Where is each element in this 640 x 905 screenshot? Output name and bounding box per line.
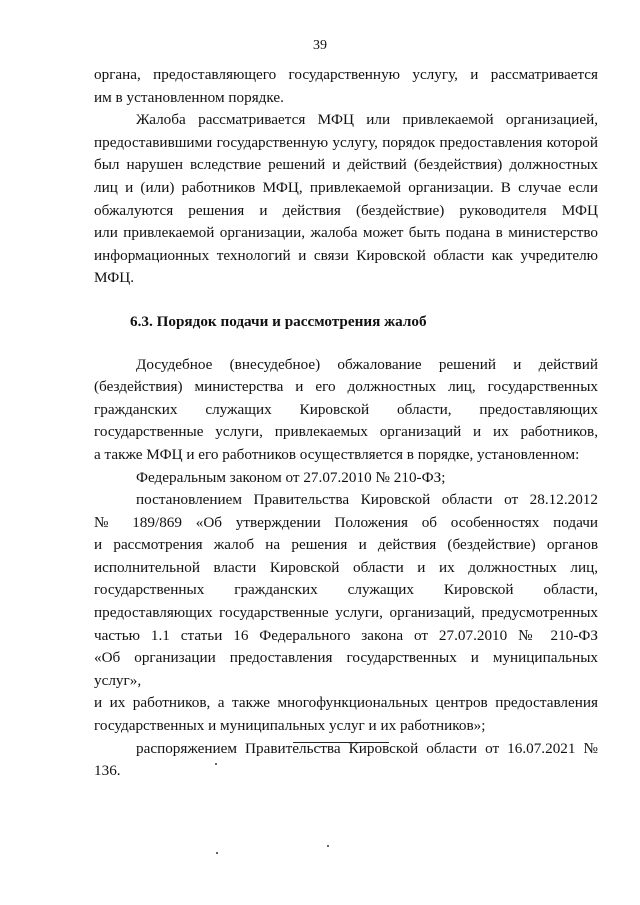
- scan-speck: [327, 845, 329, 847]
- paragraph-line: лиц и (или) работников МФЦ, привлекаемой организации. В случае если: [94, 178, 598, 196]
- paragraph-line: предоставившими государственную услугу, порядок предоставления которой: [94, 133, 598, 151]
- end-rule: [293, 742, 389, 743]
- paragraph-line: им в установленном порядке.: [94, 88, 284, 106]
- paragraph-line: обжалуются решения и действия (бездействие) руководителя МФЦ: [94, 201, 598, 219]
- page-number: 39: [313, 38, 327, 53]
- paragraph-line: информационных технологий и связи Кировской области как учредителю: [94, 246, 598, 264]
- paragraph-line: органа, предоставляющего государственную услугу, и рассматривается: [94, 66, 598, 83]
- paragraph-line: государственных и муниципальных услуг и их работников»;: [94, 717, 486, 735]
- paragraph-line: а также МФЦ и его работников осуществляется в порядке, установленном:: [94, 445, 580, 463]
- paragraph-line: и рассмотрения жалоб на решения и действия (бездействие) органов: [94, 536, 598, 554]
- paragraph-line: МФЦ.: [94, 269, 135, 287]
- paragraph-line: Жалоба рассматривается МФЦ или привлекаемой организацией,: [136, 111, 598, 129]
- paragraph-line: распоряжением Правительства Кировской области от 16.07.2021 № 136.: [94, 739, 598, 780]
- paragraph-line: гражданских служащих Кировской области, предоставляющих: [94, 400, 598, 418]
- section-heading: 6.3. Порядок подачи и рассмотрения жалоб: [130, 312, 427, 330]
- paragraph-line: «Об организации предоставления государственных и муниципальных услуг»,: [94, 649, 598, 689]
- paragraph-line: (бездействия) министерства и его должностных лиц, государственных: [94, 378, 598, 396]
- paragraph-line: постановлением Правительства Кировской области от 28.12.2012: [136, 491, 598, 509]
- paragraph-line: предоставляющих государственные услуги, организаций, предусмотренных: [94, 604, 598, 622]
- paragraph-line: № 189/869 «Об утверждении Положения об особенностях подачи: [94, 513, 598, 531]
- paragraph-line: государственные услуги, привлекаемых организаций и их работников,: [94, 423, 598, 441]
- paragraph-line: Федеральным законом от 27.07.2010 № 210-ФЗ;: [136, 468, 446, 486]
- paragraph-line: частью 1.1 статьи 16 Федерального закона от 27.07.2010 № 210-ФЗ: [94, 626, 598, 644]
- body-text: [94, 64, 598, 783]
- paragraph-line: и их работников, а также многофункциональных центров предоставления: [94, 694, 598, 712]
- paragraph-line: Досудебное (внесудебное) обжалование решений и действий: [136, 355, 598, 373]
- scan-speck: [215, 763, 217, 765]
- paragraph-line: или привлекаемой организации, жалоба может быть подана в министерство: [94, 224, 598, 242]
- paragraph-line: был нарушен вследствие решений и действий (бездействия) должностных: [94, 156, 598, 174]
- paragraph-line: государственных гражданских служащих Кировской области,: [94, 581, 598, 599]
- paragraph-line: исполнительной власти Кировской области и их должностных лиц,: [94, 558, 598, 576]
- scan-speck: [216, 852, 218, 854]
